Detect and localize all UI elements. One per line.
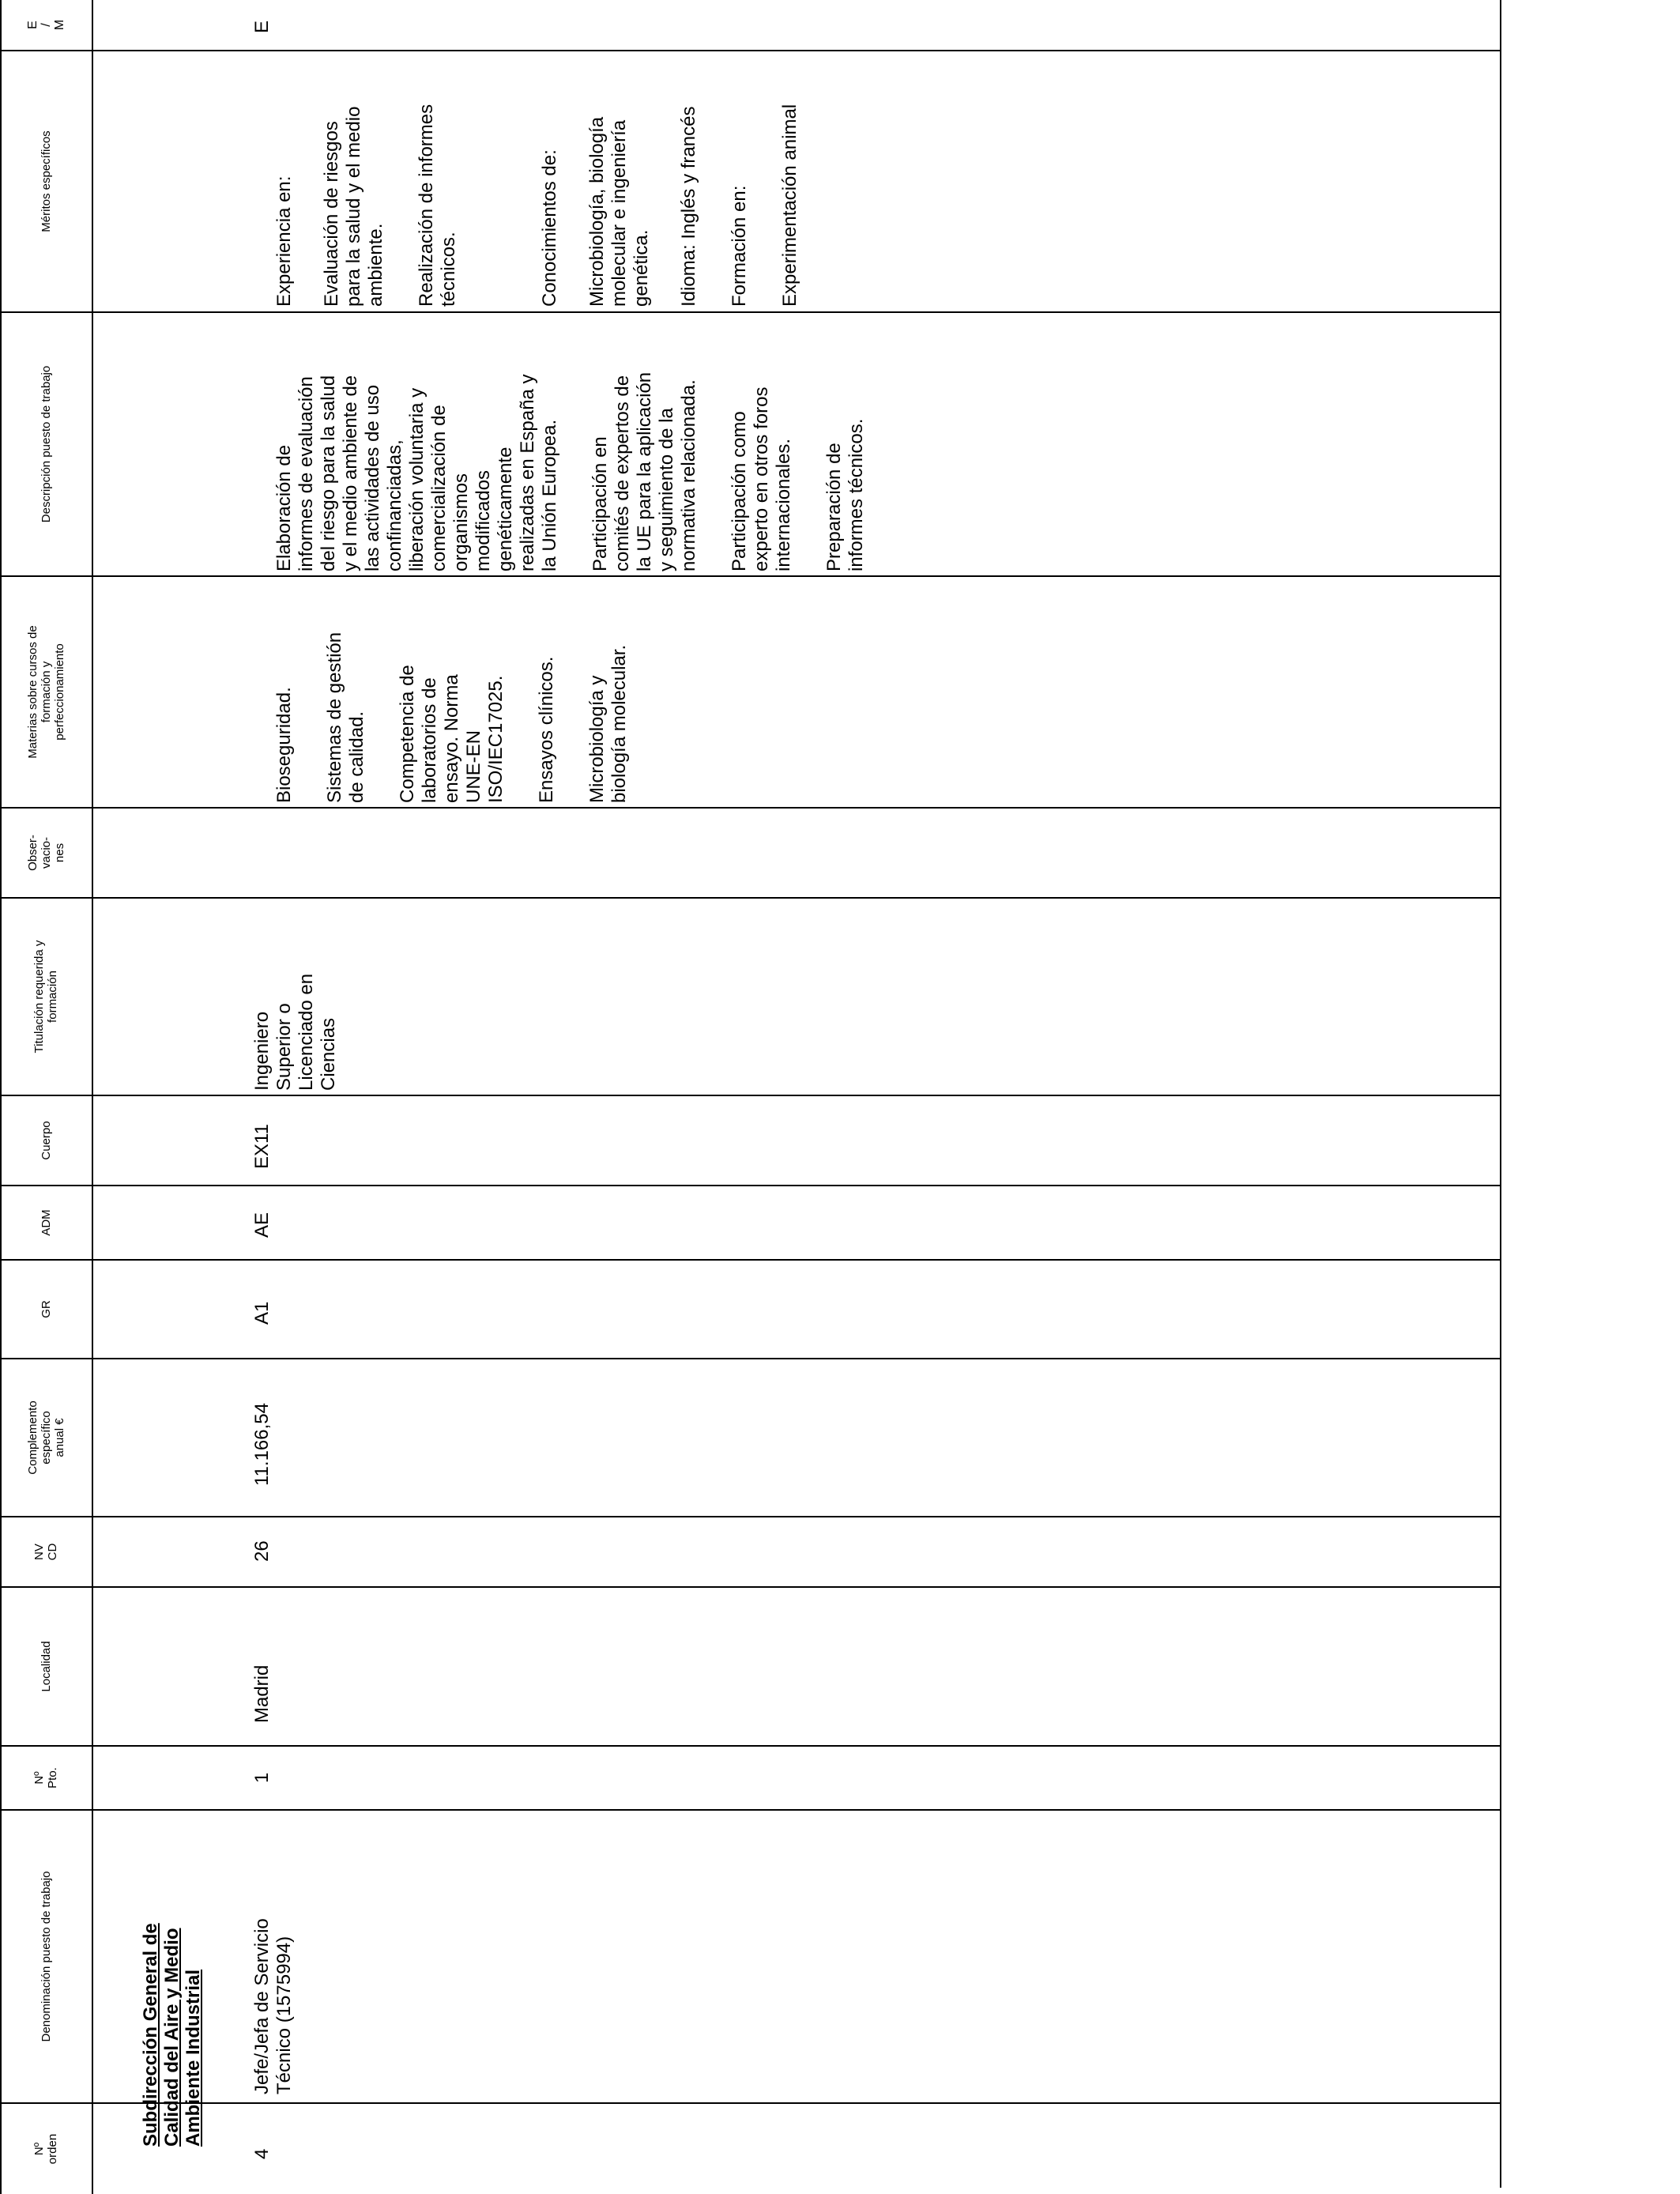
- materia-item: Sistemas de gestión de calidad.: [324, 631, 367, 803]
- header-descripcion: Descripción puesto de trabajo: [39, 365, 53, 523]
- col-divider-4: [0, 1586, 1501, 1588]
- row-denominacion: Jefe/Jefa de Servicio Técnico (1575994): [251, 1918, 295, 2094]
- col-divider-13: [0, 311, 1501, 313]
- merito-item: Formación en:: [729, 185, 750, 307]
- section-title: Subdirección General de Calidad del Aire y Medio Ambiente Industrial: [140, 1923, 204, 2147]
- col-divider-2: [0, 1809, 1501, 1811]
- rule-table-right: [1500, 0, 1501, 2188]
- materia-item: Bioseguridad.: [273, 687, 295, 803]
- descripcion-item: Participación en comités de expertos de la UE para la aplicación y seguimiento de la normativa relacionada.: [590, 371, 699, 571]
- descripcion-item: Participación como experto en otros foros internacionales.: [729, 386, 794, 571]
- merito-item: [488, 52, 510, 307]
- row-complemento: 11.166,54: [251, 1403, 273, 1486]
- row-nv-cd: 26: [251, 1540, 273, 1562]
- rule-header-bottom: [92, 0, 93, 2194]
- col-divider-7: [0, 1259, 1501, 1261]
- header-titulacion: Titulación requerida y formación: [32, 940, 59, 1054]
- col-divider-3: [0, 1745, 1501, 1747]
- merito-item: Experimentación animal: [779, 104, 800, 307]
- row-n-orden: 4: [251, 2148, 273, 2159]
- merito-item: Idioma: Inglés y francés: [678, 106, 699, 307]
- header-meritos: Méritos específicos: [39, 130, 53, 232]
- header-nv-cd: NV CD: [32, 1543, 59, 1561]
- header-materias: Materias sobre cursos de formación y perfeccionamiento: [25, 625, 66, 759]
- row-n-pto: 1: [251, 1772, 273, 1783]
- row-em: E: [251, 20, 273, 33]
- merito-item: Microbiología, biología molecular e ingeniería genética.: [586, 116, 652, 307]
- col-divider-5: [0, 1516, 1501, 1517]
- row-descripcion: [251, 314, 896, 571]
- col-divider-1: [0, 2102, 1501, 2104]
- row-cuerpo: EX11: [251, 1124, 273, 1169]
- row-titulacion: Ingeniero Superior o Licenciado en Ciencias: [251, 973, 339, 1091]
- header-n-orden: Nº orden: [32, 2133, 59, 2165]
- col-divider-10: [0, 897, 1501, 899]
- descripcion-item: Elaboración de informes de evaluación del riesgo para la salud y el medio ambiente de las actividades de uso confinanciadas, liberación voluntaria y comercialización de organismos modificados genéticamente realizadas en España y la Unión Europea.: [273, 374, 560, 571]
- row-gr: A1: [251, 1301, 273, 1325]
- header-cuerpo: Cuerpo: [39, 1121, 53, 1160]
- col-divider-11: [0, 807, 1501, 809]
- row-meritos: [251, 52, 830, 307]
- header-complemento: Complemento específico anual €: [25, 1400, 66, 1475]
- materia-item: Competencia de laboratorios de ensayo. Norma UNE-EN ISO/IEC17025.: [397, 665, 507, 803]
- materia-item: Microbiología y biología molecular.: [586, 644, 630, 803]
- row-localidad: Madrid: [251, 1664, 273, 1723]
- merito-item: Evaluación de riesgos para la salud y el medio ambiente.: [321, 106, 386, 307]
- header-denominacion: Denominación puesto de trabajo: [39, 1871, 53, 2042]
- descripcion-item: Preparación de informes técnicos.: [823, 418, 867, 571]
- col-divider-9: [0, 1095, 1501, 1096]
- col-divider-6: [0, 1358, 1501, 1359]
- merito-item: Realización de informes técnicos.: [416, 104, 459, 307]
- merito-item: Conocimientos de:: [539, 149, 560, 307]
- header-gr: GR: [39, 1300, 53, 1318]
- header-adm: ADM: [39, 1209, 53, 1236]
- header-em: E / M: [25, 19, 66, 31]
- materia-item: Ensayos clínicos.: [536, 656, 557, 803]
- header-localidad: Localidad: [39, 1641, 53, 1692]
- col-divider-8: [0, 1185, 1501, 1186]
- merito-item: Experiencia en:: [273, 175, 295, 307]
- col-divider-14: [0, 50, 1501, 51]
- row-adm: AE: [251, 1212, 273, 1238]
- header-n-pto: Nº Pto.: [32, 1767, 59, 1789]
- row-materias: [251, 579, 659, 803]
- col-divider-12: [0, 575, 1501, 577]
- header-observaciones: Obser- vacio- nes: [25, 835, 66, 871]
